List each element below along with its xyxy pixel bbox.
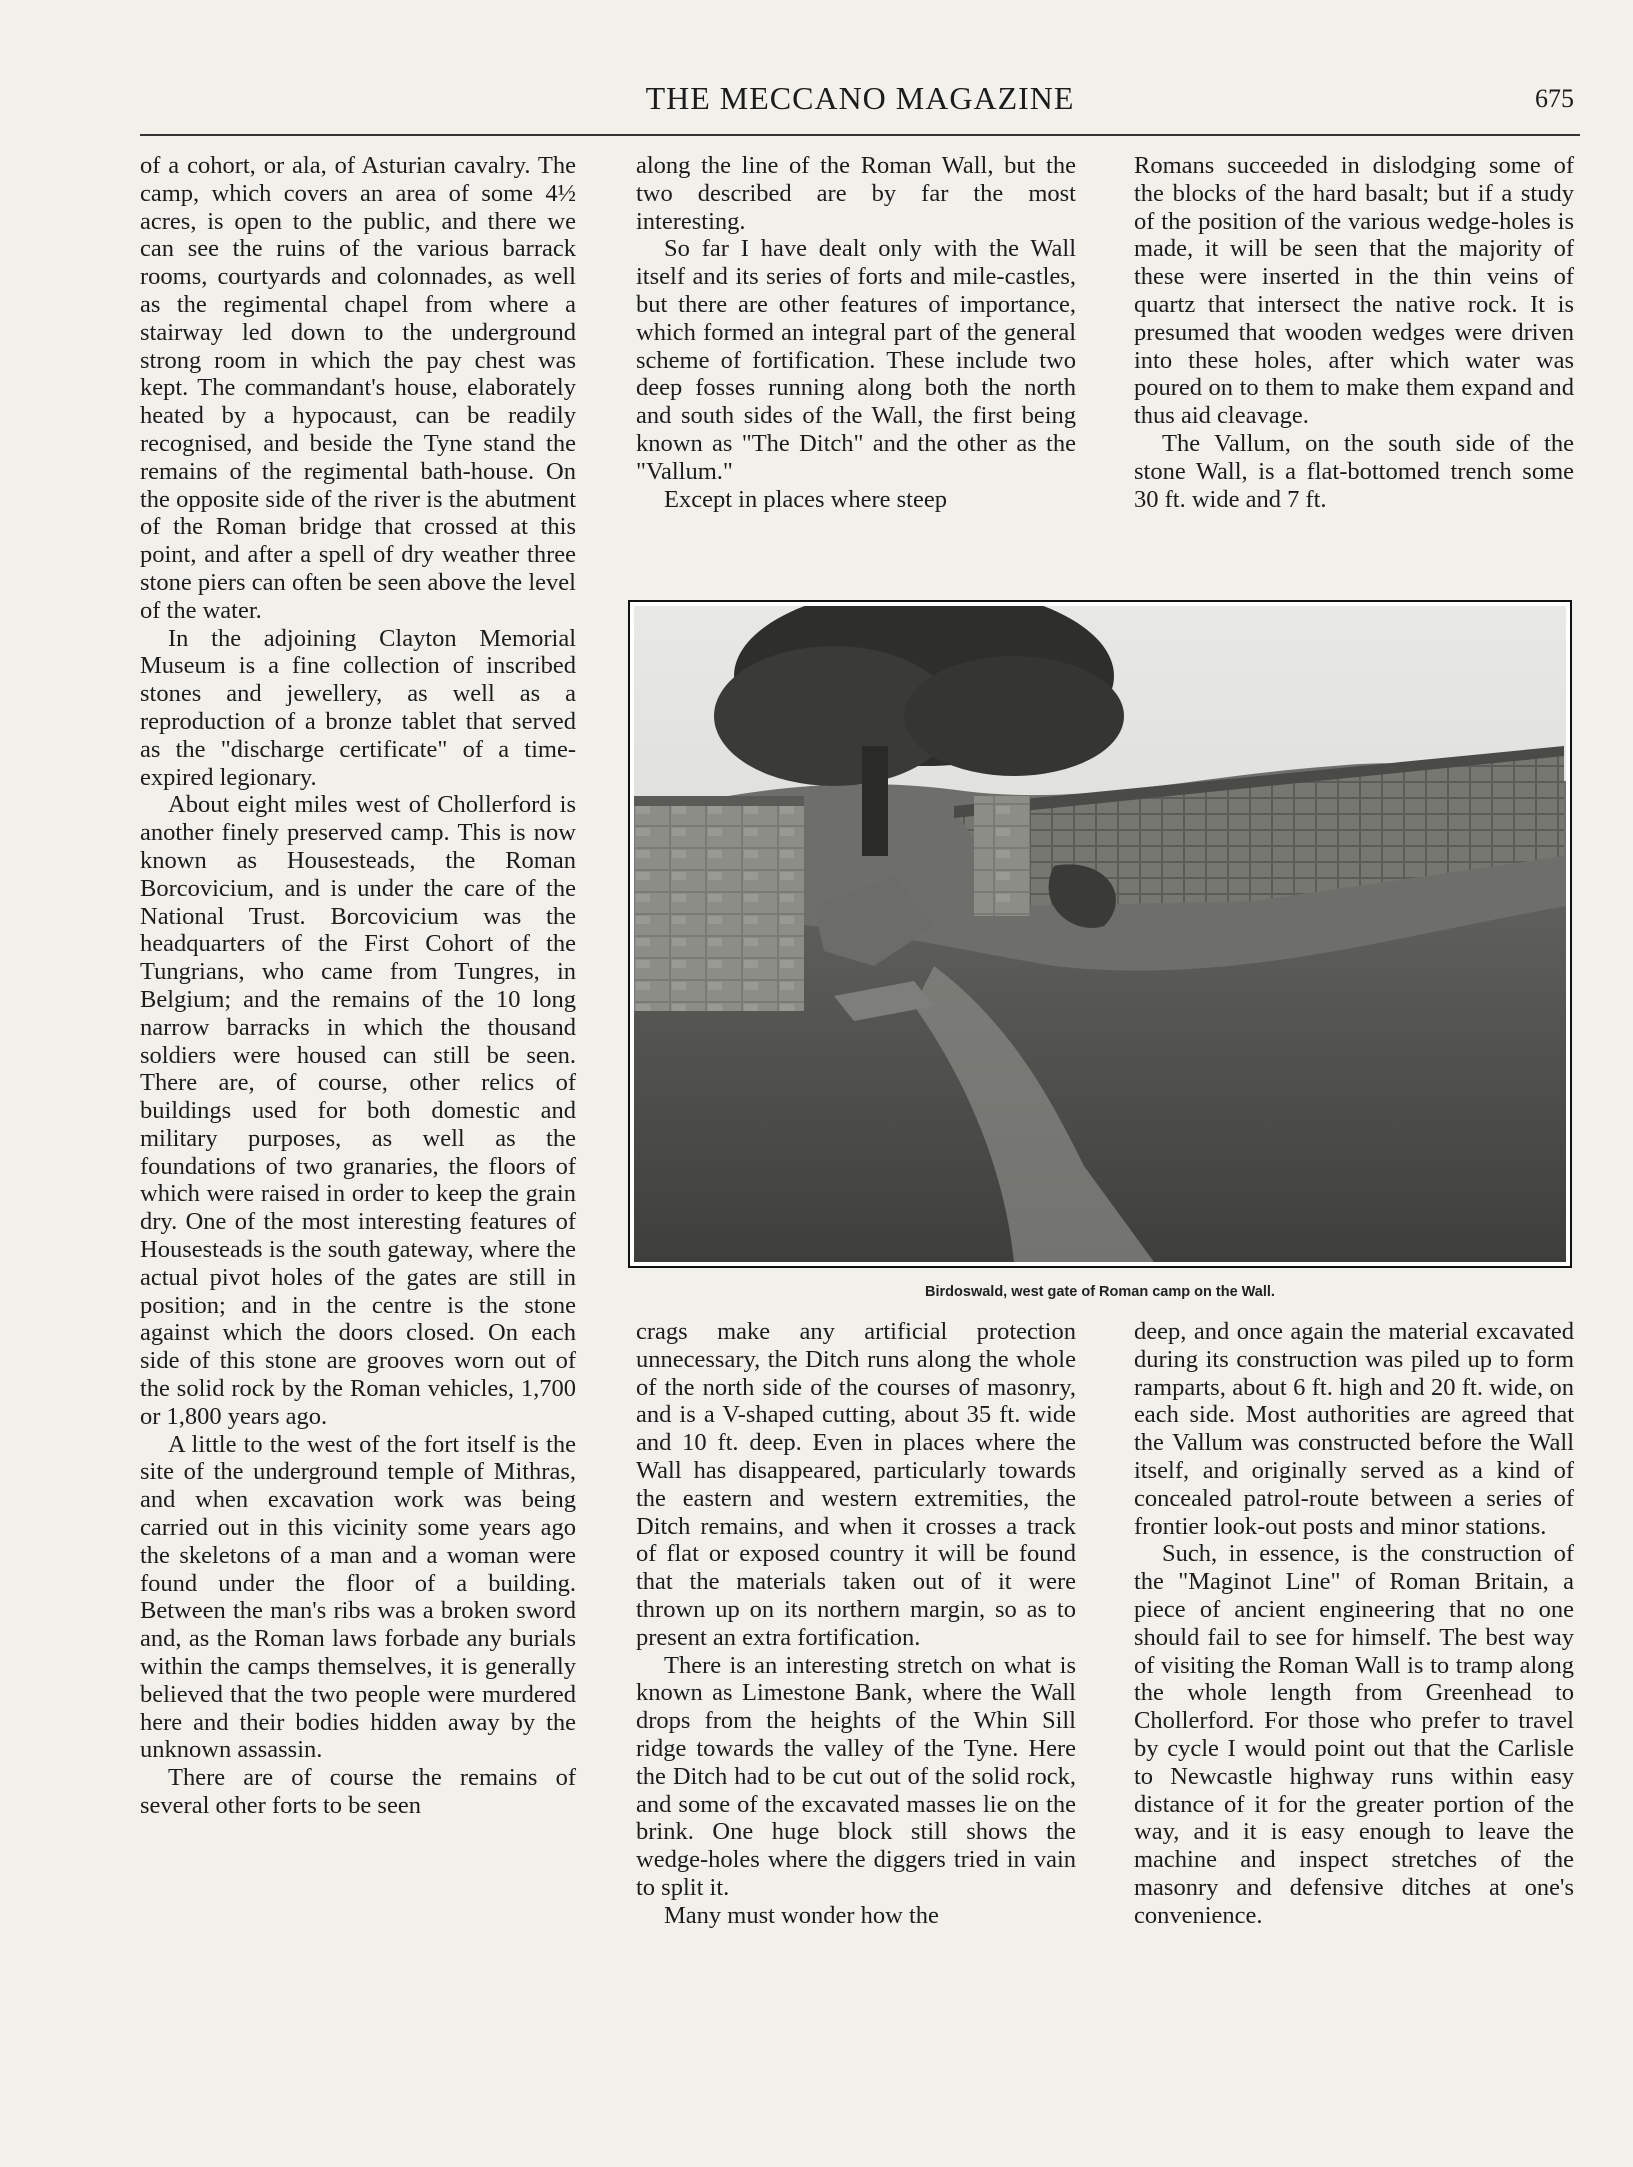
paragraph: About eight miles west of Chollerford is another finely preserved camp. This is now known as Housesteads, the Roman Borcovicium, and is under the care of the National Trust. Borcovicium was the headquarters of the First Cohort of the Tungrians, who came from Tungres, in Belgium; and the remains of the 10 long narrow barracks in which the thousand soldiers were housed can still be seen. There are, of course, other relics of buildings used for both domestic and military purposes, as well as the foundations of two granaries, the floors of which were raised in order to keep the grain dry. One of the most interesting features of Housesteads is the south gateway, where the actual pivot holes of the gates are still in position; and in the centre is the stone against which the doors closed. On each side of this stone are grooves worn out of the solid rock by the Roman vehicles, 1,700 or 1,800 years ago. (140, 791, 576, 1430)
paragraph: crags make any artificial protection unnecessary, the Ditch runs along the whole of the north side of the courses of masonry, and is a V-shaped cutting, about 35 ft. wide and 10 ft. deep. Even in places where the Wall has disappeared, particularly towards the eastern and western extremities, the Ditch remains, and when it crosses a track of flat or exposed country it will be found that the materials taken out of it were thrown up on its northern margin, so as to present an extra fortification. (636, 1318, 1076, 1651)
paragraph: Romans succeeded in dislodging some of the blocks of the hard basalt; but if a study of the position of the various wedge-holes is made, it will be seen that the majority of these were inserted in the thin veins of quartz that intersect the native rock. It is presumed that wooden wedges were driven into these holes, after which water was poured on to them to make them expand and thus aid cleavage. (1134, 152, 1574, 430)
header-rule (140, 134, 1580, 136)
magazine-title: THE MECCANO MAGAZINE (645, 80, 1075, 116)
photo-caption: Birdoswald, west gate of Roman camp on the Wall. (925, 1284, 1275, 1300)
column-2-top (636, 152, 1076, 582)
page-header (140, 80, 1580, 124)
column-3-bottom (1134, 1318, 1574, 2078)
paragraph: along the line of the Roman Wall, but the two described are by far the most interesting. (636, 152, 1076, 235)
paragraph: Many must wonder how the (664, 1901, 939, 1929)
paragraph: In the adjoining Clayton Memorial Museum is a fine collection of inscribed stones and jewellery, as well as a reproduction of a bronze tablet that served as the "discharge certificate" of a time-expired legionary. (140, 624, 576, 791)
paragraph: deep, and once again the material excavated during its construction was piled up to form ramparts, about 6 ft. high and 20 ft. wide, on each side. Most authorities are agreed that the Vallum was constructed before the Wall itself, and originally served as a kind of concealed patrol-route between a series of frontier look-out posts and minor stations. (1134, 1318, 1574, 1540)
paragraph: Except in places where steep (664, 485, 947, 513)
paragraph: So far I have dealt only with the Wall itself and its series of forts and mile-castles, but there are other features of importance, which formed an integral part of the general scheme of fortification. These include two deep fosses running along both the north and south sides of the Wall, the first being known as "The Ditch" and the other as the "Vallum." (636, 235, 1076, 485)
paragraph: A little to the west of the fort itself is the site of the underground temple of Mithras, and when excavation work was being carried out in this vicinity some years ago the skeletons of a man and a woman were found under the floor of a building. Between the man's ribs was a broken sword and, as the Roman laws forbade any burials within the camps themselves, it is generally believed that the two people were murdered here and their bodies hidden away by the unknown assassin. (140, 1430, 576, 1764)
paragraph: There are of course the remains of several other forts to be seen (140, 1764, 576, 1820)
column-2-bottom (636, 1318, 1076, 2078)
paragraph: There is an interesting stretch on what is known as Limestone Bank, where the Wall drops from the heights of the Whin Sill ridge towards the valley of the Tyne. Here the Ditch had to be cut out of the solid rock, and some of the excavated masses lie on the brink. One huge block still shows the wedge-holes where the diggers tried in vain to split it. (636, 1651, 1076, 1901)
photo-illustration (634, 606, 1566, 1262)
birdoswald-photo (628, 600, 1572, 1268)
paragraph: Such, in essence, is the construction of the "Maginot Line" of Roman Britain, a piece of ancient engineering that no one should fail to see for himself. The best way of visiting the Roman Wall is to tramp along the whole length from Greenhead to Chollerford. For those who prefer to travel by cycle I would point out that the Carlisle to Newcastle highway runs within easy distance of it for the greater portion of the way, and it is easy enough to leave the machine and inspect stretches of the masonry and defensive ditches at one's convenience. (1134, 1540, 1574, 1929)
column-1 (140, 152, 576, 2032)
page-number: 675 (1535, 84, 1574, 113)
column-3-top (1134, 152, 1574, 582)
paragraph: of a cohort, or ala, of Asturian cavalry. The camp, which covers an area of some 4½ acres, is open to the public, and there we can see the ruins of the various barrack rooms, courtyards and colonnades, as well as the regimental chapel from where a stairway led down to the underground strong room in which the pay chest was kept. The commandant's house, elaborately heated by a hypocaust, can be readily recognised, and beside the Tyne stand the remains of the regimental bath-house. On the opposite side of the river is the abutment of the Roman bridge that crossed at this point, and after a spell of dry weather three stone piers can often be seen above the level of the water. (140, 152, 576, 624)
paragraph: The Vallum, on the south side of the stone Wall, is a flat-bottomed trench some 30 ft. wide and 7 ft. (1134, 429, 1574, 513)
